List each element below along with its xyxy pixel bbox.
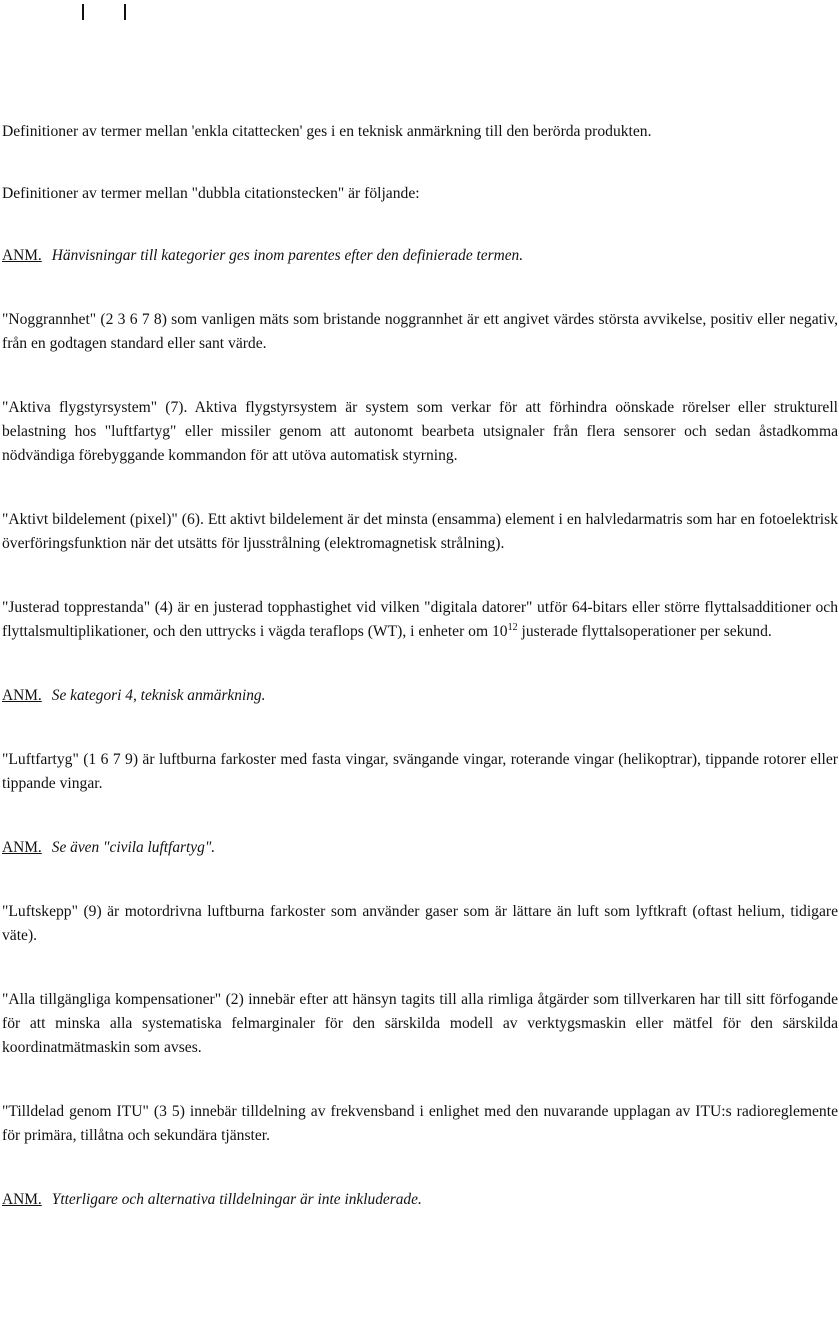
note-text: Ytterligare och alternativa tilldelningar är inte inkluderade. (51, 1191, 422, 1208)
definition-luftskepp: "Luftskepp" (9) är motordrivna luftburna farkoster som använder gaser som är lättare än luft som lyftkraft (oftast helium, tidigare väte). (2, 903, 838, 944)
definition-text-after: justerade flyttalsoperationer per sekund. (517, 623, 772, 640)
note-kategori-4 (2, 684, 838, 708)
header-mark-left (82, 4, 84, 20)
note-civila-luftfartyg (2, 836, 838, 860)
definition-luftfartyg: "Luftfartyg" (1 6 7 9) är luftburna farkoster med fasta vingar, svängande vingar, roterande vingar (helikoptrar), tippande rotorer eller tippande vingar. (2, 751, 838, 792)
document-body (2, 120, 838, 1212)
exponent: 12 (507, 622, 518, 633)
definition-tilldelad-genom-itu: "Tilldelad genom ITU" (3 5) innebär tilldelning av frekvensband i enlighet med den nuvarande upplagan av ITU:s radioreglemente för primära, tillåtna och sekundära tjänster. (2, 1103, 838, 1144)
paragraph-single-quote-definitions: Definitioner av termer mellan 'enkla citattecken' ges i en teknisk anmärkning till den berörda produkten. (2, 123, 652, 140)
note-label: ANM. (2, 1191, 42, 1208)
definition-aktiva-flygstyrsystem: "Aktiva flygstyrsystem" (7). Aktiva flygstyrsystem är system som verkar för att förhindra oönskade rörelser eller strukturell belastning hos "luftfartyg" eller missiler genom att autonomt bearbeta utsignaler från flera sensorer och sedan åstadkomma nödvändiga förebyggande kommandon för att utöva automatisk styrning. (2, 399, 838, 464)
note-ytterligare-tilldelningar (2, 1188, 838, 1212)
definition-alla-tillgangliga-kompensationer: "Alla tillgängliga kompensationer" (2) innebär efter att hänsyn tagits till alla rimliga åtgärder som tillverkaren har till sitt förfogande för att minska alla systematiska felmarginaler för den särskilda modell av verktygsmaskin eller mätfel för den särskilda koordinatmätmaskin som avses. (2, 991, 838, 1056)
header-mark-right (124, 4, 126, 20)
note-text: Se kategori 4, teknisk anmärkning. (51, 687, 266, 704)
note-category-references (2, 244, 838, 268)
note-label: ANM. (2, 247, 42, 264)
note-text: Se även "civila luftfartyg". (51, 839, 216, 856)
definition-noggrannhet: "Noggrannhet" (2 3 6 7 8) som vanligen mäts som bristande noggrannhet är ett angivet värdes största avvikelse, positiv eller negativ, från en godtagen standard eller sant värde. (2, 311, 838, 352)
note-label: ANM. (2, 839, 42, 856)
definition-justerad-topprestanda (2, 596, 838, 644)
note-text: Hänvisningar till kategorier ges inom parentes efter den definierade termen. (51, 247, 524, 264)
header-rule-marks (82, 4, 130, 20)
note-label: ANM. (2, 687, 42, 704)
definition-text-before: "Justerad topprestanda" (4) är en justerad topphastighet vid vilken "digitala datorer" utför 64-bitars eller större flyttalsadditioner och flyttalsmultiplikationer, och den uttrycks i vägda teraflops (WT), i enheter om 10 (2, 599, 838, 640)
paragraph-double-quote-definitions: Definitioner av termer mellan "dubbla citationstecken" är följande: (2, 185, 420, 202)
definition-aktivt-bildelement: "Aktivt bildelement (pixel)" (6). Ett aktivt bildelement är det minsta (ensamma) element i en halvledarmatris som har en fotoelektrisk överföringsfunktion när det utsätts för ljusstrålning (elektromagnetisk strålning). (2, 511, 838, 552)
